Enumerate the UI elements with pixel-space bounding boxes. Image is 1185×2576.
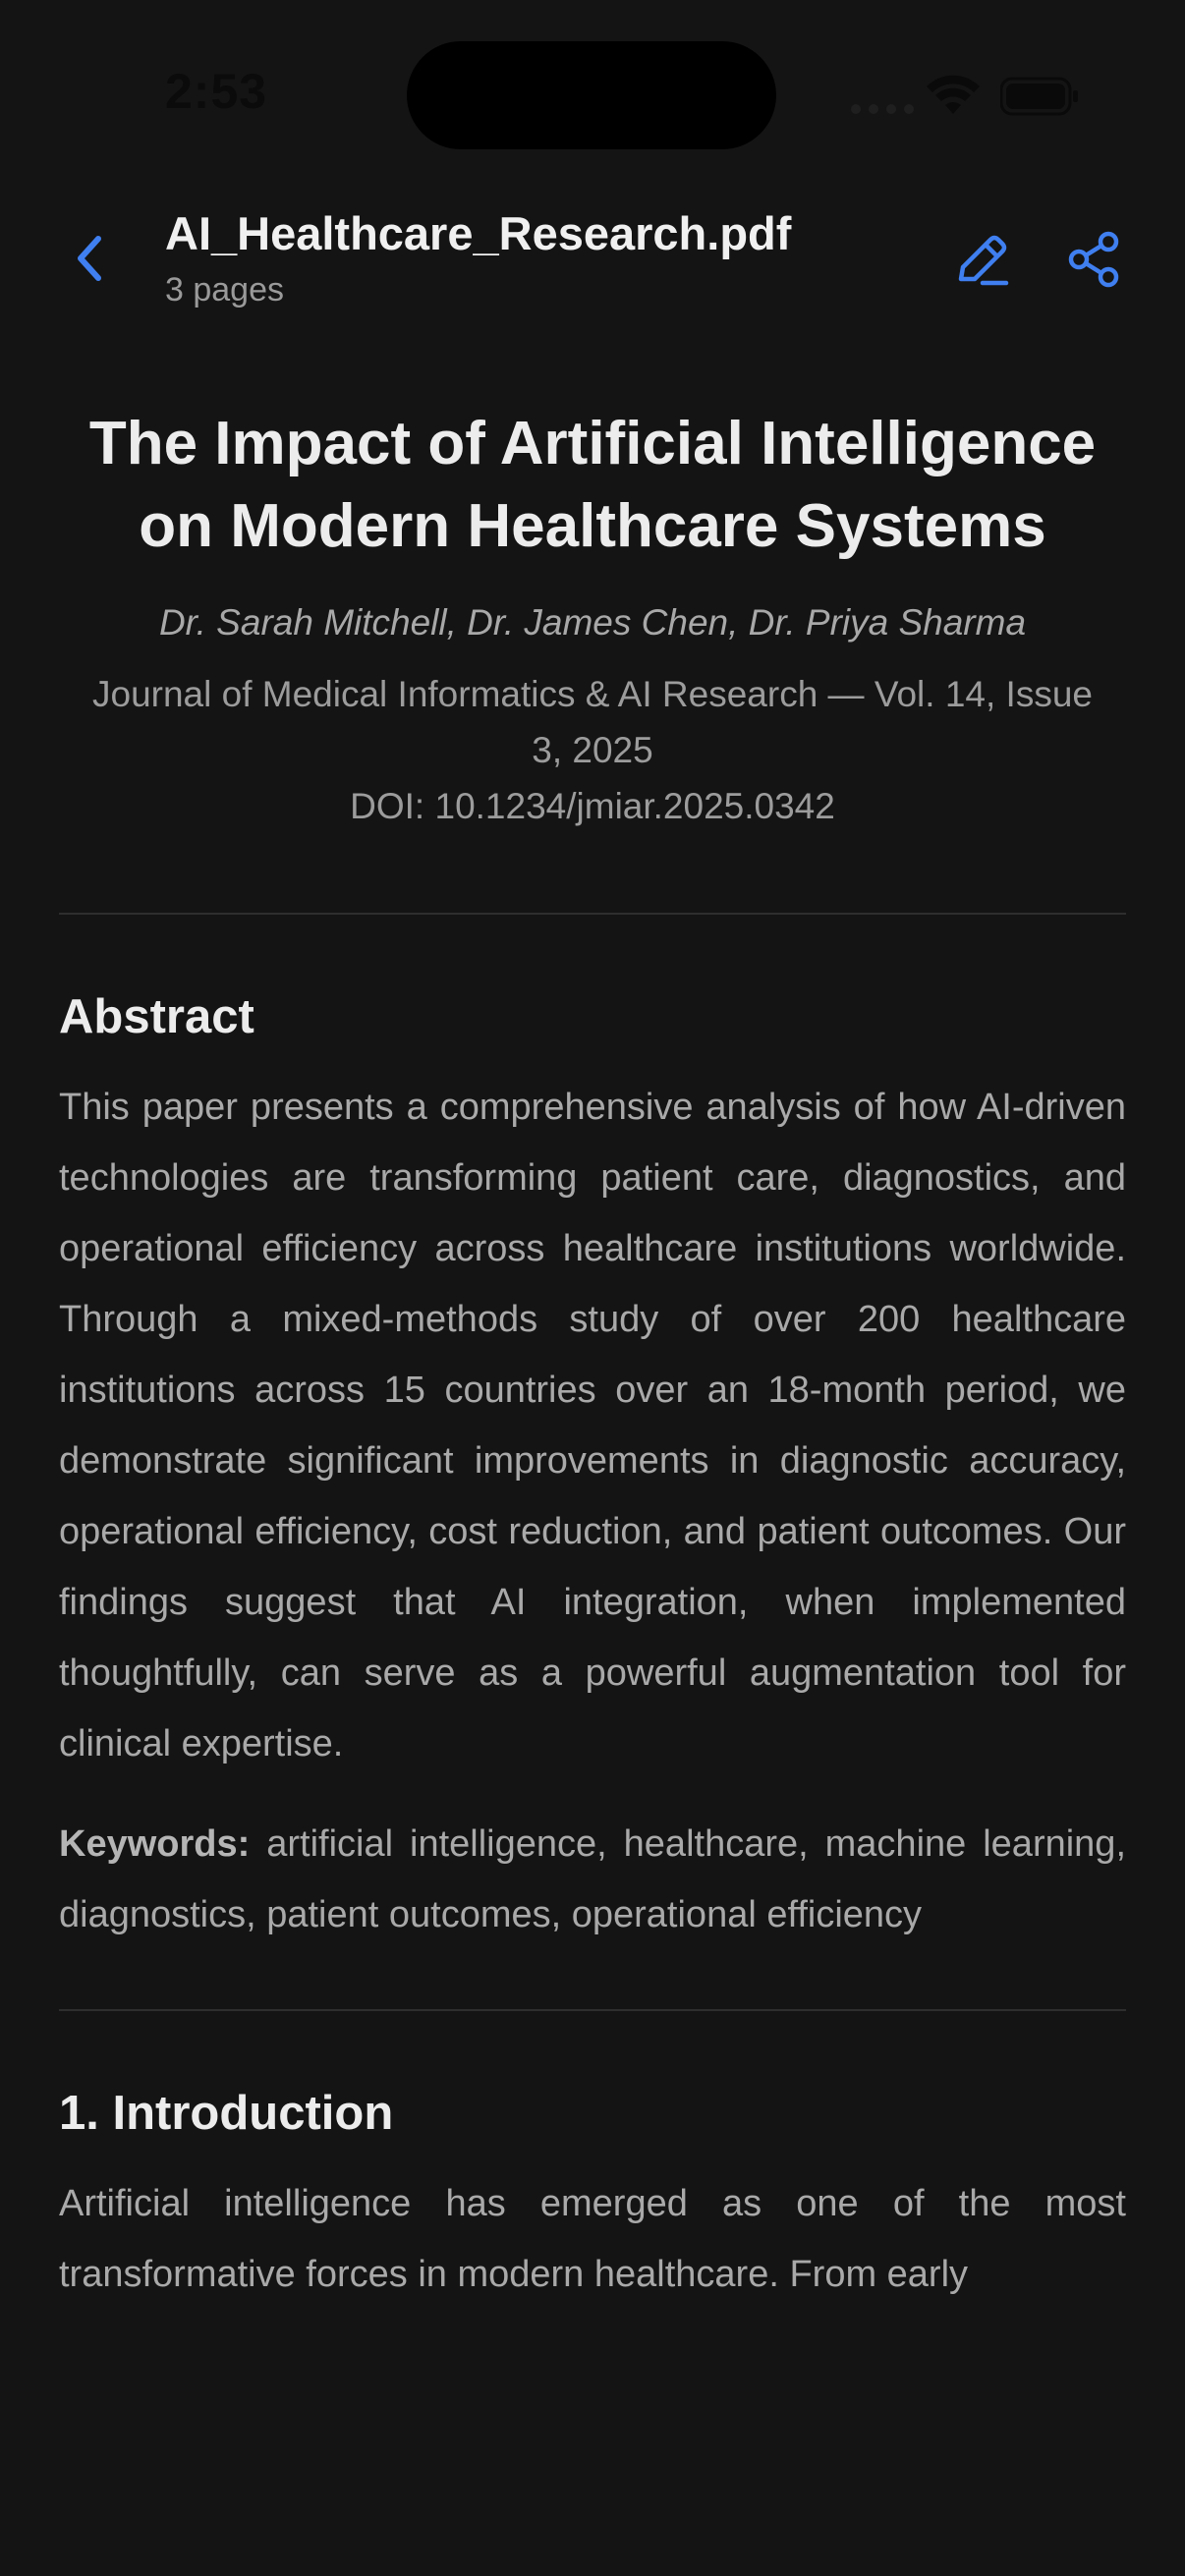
battery-icon: [1000, 77, 1079, 116]
section-divider: [59, 2009, 1126, 2011]
abstract-text: This paper presents a comprehensive analysis of how AI-driven technologies are transforming patient care, diagnostics, and operational efficiency across healthcare institutions worldwide. Through a mixed-methods study of over 200 healthcare institutions across 15 countries over an 18-month period, we demonstrate significant improvements in diagnostic accuracy, operational efficiency, cost reduction, and patient outcomes. Our findings suggest that AI integration, when implemented thoughtfully, can serve as a powerful augmentation tool for clinical expertise.: [59, 1087, 1126, 1764]
signal-dots-icon: [851, 104, 914, 114]
document-title: AI_Healthcare_Research.pdf: [165, 207, 792, 259]
section-divider: [59, 913, 1126, 915]
keywords-label: Keywords:: [59, 1823, 251, 1865]
paper-title: The Impact of Artificial Intelligence on Modern Healthcare Systems: [88, 410, 1097, 560]
introduction-heading: 1. Introduction: [59, 2087, 394, 2140]
page-count: 3 pages: [165, 271, 284, 308]
dynamic-island: [407, 41, 776, 149]
share-icon: [1065, 230, 1124, 289]
keywords: [59, 1809, 1126, 1950]
keywords-value: artificial intelligence, healthcare, machine learning, diagnostics, patient outcomes, operational efficiency: [59, 1823, 1126, 1935]
share-button[interactable]: [1061, 226, 1128, 293]
status-time: 2:53: [165, 64, 268, 119]
paper-doi: DOI: 10.1234/jmiar.2025.0342: [350, 786, 835, 826]
paper-authors: Dr. Sarah Mitchell, Dr. James Chen, Dr. Priya Sharma: [158, 602, 1027, 643]
document-header: [0, 187, 1185, 334]
status-bar: [0, 0, 1185, 187]
abstract-heading: Abstract: [59, 990, 254, 1043]
edit-button[interactable]: [949, 226, 1016, 293]
back-button[interactable]: [57, 226, 122, 291]
wifi-icon: [926, 75, 981, 116]
introduction-text: Artificial intelligence has emerged as one of the most transformative forces in modern healthcare. From early: [59, 2183, 1126, 2295]
chevron-left-icon: [73, 233, 106, 284]
journal-citation: Journal of Medical Informatics & AI Research — Vol. 14, Issue 3, 2025: [92, 674, 1093, 770]
pencil-icon: [953, 230, 1012, 289]
document-content: [59, 403, 1126, 2310]
